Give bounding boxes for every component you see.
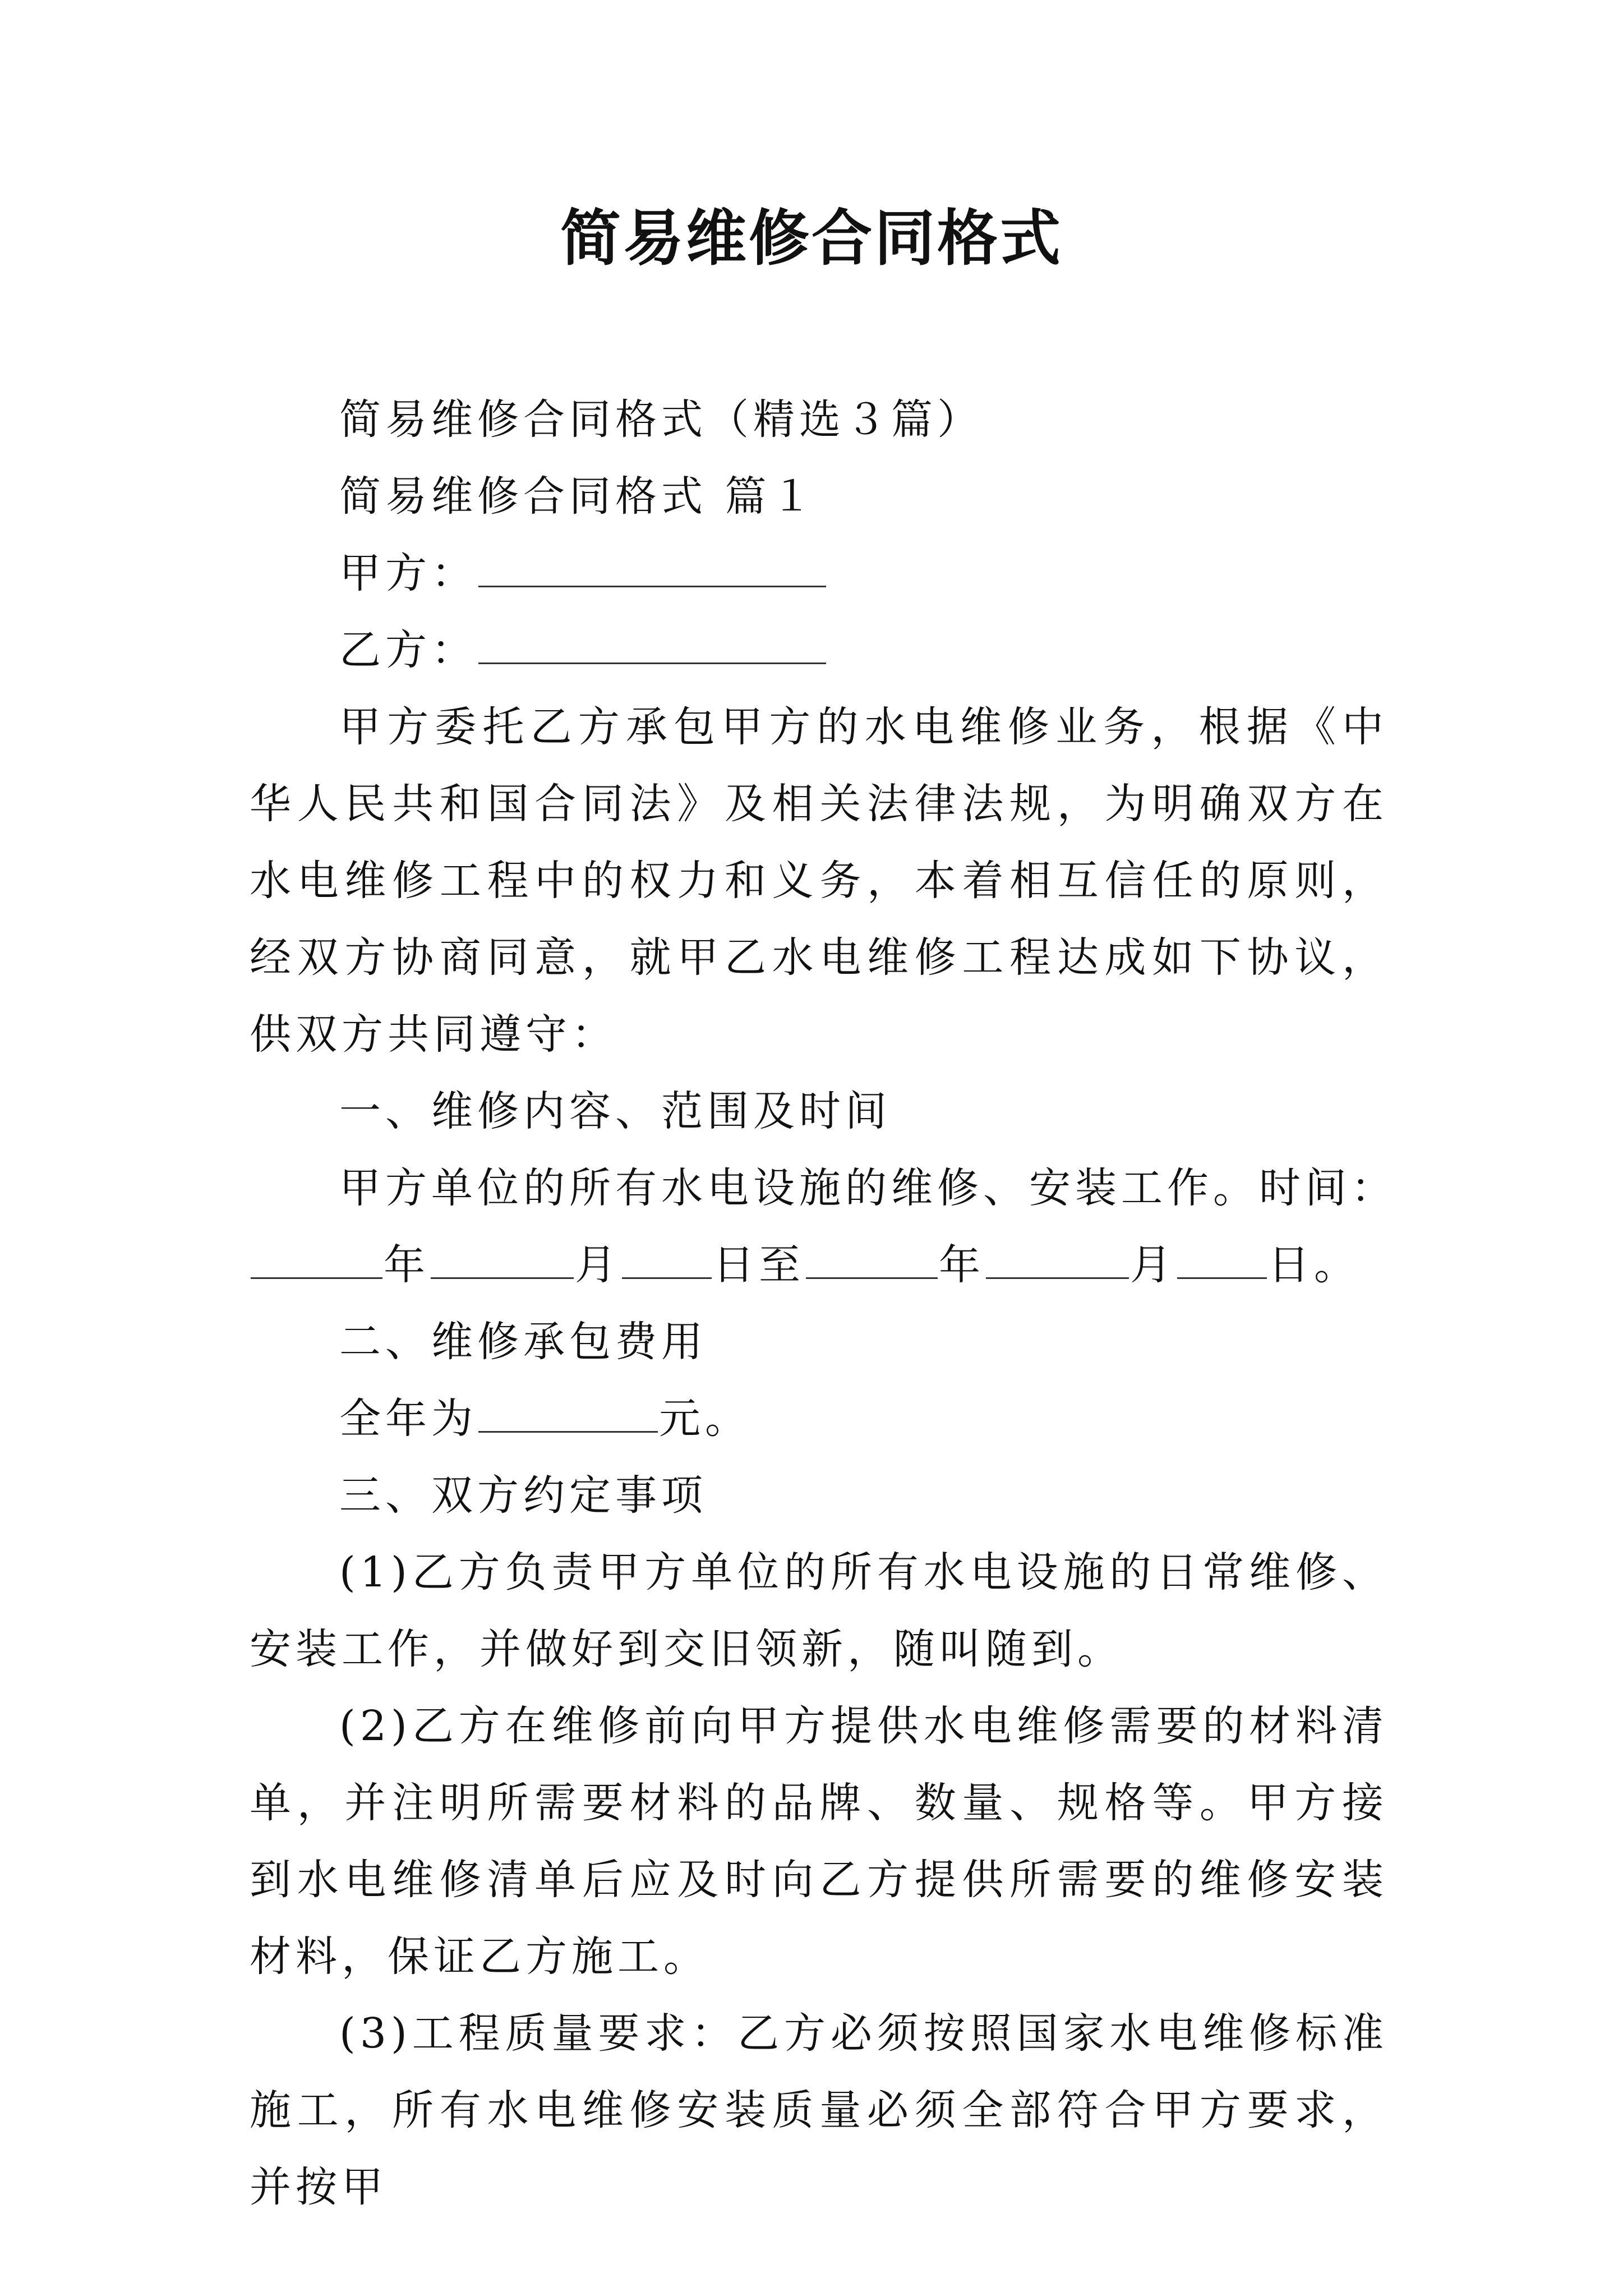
clause3-item-3: (3)工程质量要求：乙方必须按照国家水电维修标准施工，所有水电维修安装质量必须全部符合甲方要求，并按甲 (250, 2009, 1388, 2211)
clause1-text: 甲方单位的所有水电设施的维修、安装工作。时间： (339, 1164, 1397, 1212)
date-to-label: 日至 (713, 1241, 805, 1289)
fee-prefix: 全年为 (339, 1395, 477, 1443)
party-b-blank (478, 651, 826, 664)
start-month-label: 月 (575, 1241, 621, 1289)
intro-paragraph: 甲方委托乙方承包甲方的水电维修业务，根据《中华人民共和国合同法》及相关法律法规，为明确双方在水电维修工程中的权力和义务，本着相互信任的原则，经双方协商同意，就甲乙水电维修工程达成如下协议，供双方共同遵守： (250, 703, 1388, 1059)
section-heading: 简易维修合同格式 篇１ (339, 472, 817, 521)
end-month-label: 月 (1130, 1241, 1176, 1289)
party-a-label: 甲方： (339, 549, 477, 597)
fee-line (250, 1381, 1388, 1457)
end-day-blank (1177, 1266, 1267, 1279)
document-subtitle: 简易维修合同格式（精选３篇） (339, 395, 983, 444)
clause3-heading: 三、双方约定事项 (339, 1471, 707, 1520)
start-year-blank (251, 1266, 382, 1279)
fee-suffix: 元。 (659, 1395, 751, 1443)
party-b-label: 乙方： (339, 626, 477, 674)
end-day-label: 日。 (1268, 1241, 1360, 1289)
clause3-item-1: (1)乙方负责甲方单位的所有水电设施的日常维修、安装工作，并做好到交旧领新，随叫随到。 (250, 1548, 1388, 1673)
clause1-heading: 一、维修内容、范围及时间 (339, 1087, 891, 1135)
party-b-line (250, 612, 1388, 689)
party-a-blank (478, 574, 826, 587)
date-range-line (250, 1227, 1388, 1304)
party-a-line (250, 535, 1388, 612)
document-title: 简易维修合同格式 (560, 203, 1063, 274)
end-month-blank (986, 1266, 1129, 1279)
document-body (250, 381, 1397, 2226)
end-year-blank (806, 1266, 938, 1279)
end-year-label: 年 (939, 1241, 985, 1289)
clause3-item-2: (2)乙方在维修前向甲方提供水电维修需要的材料清单，并注明所需要材料的品牌、数量、规格等。甲方接到水电维修清单后应及时向乙方提供所需要的维修安装材料，保证乙方施工。 (250, 1702, 1388, 1981)
start-month-blank (431, 1266, 574, 1279)
clause2-heading: 二、维修承包费用 (339, 1318, 707, 1366)
start-year-label: 年 (384, 1241, 430, 1289)
start-day-blank (622, 1266, 712, 1279)
fee-blank (478, 1420, 658, 1433)
